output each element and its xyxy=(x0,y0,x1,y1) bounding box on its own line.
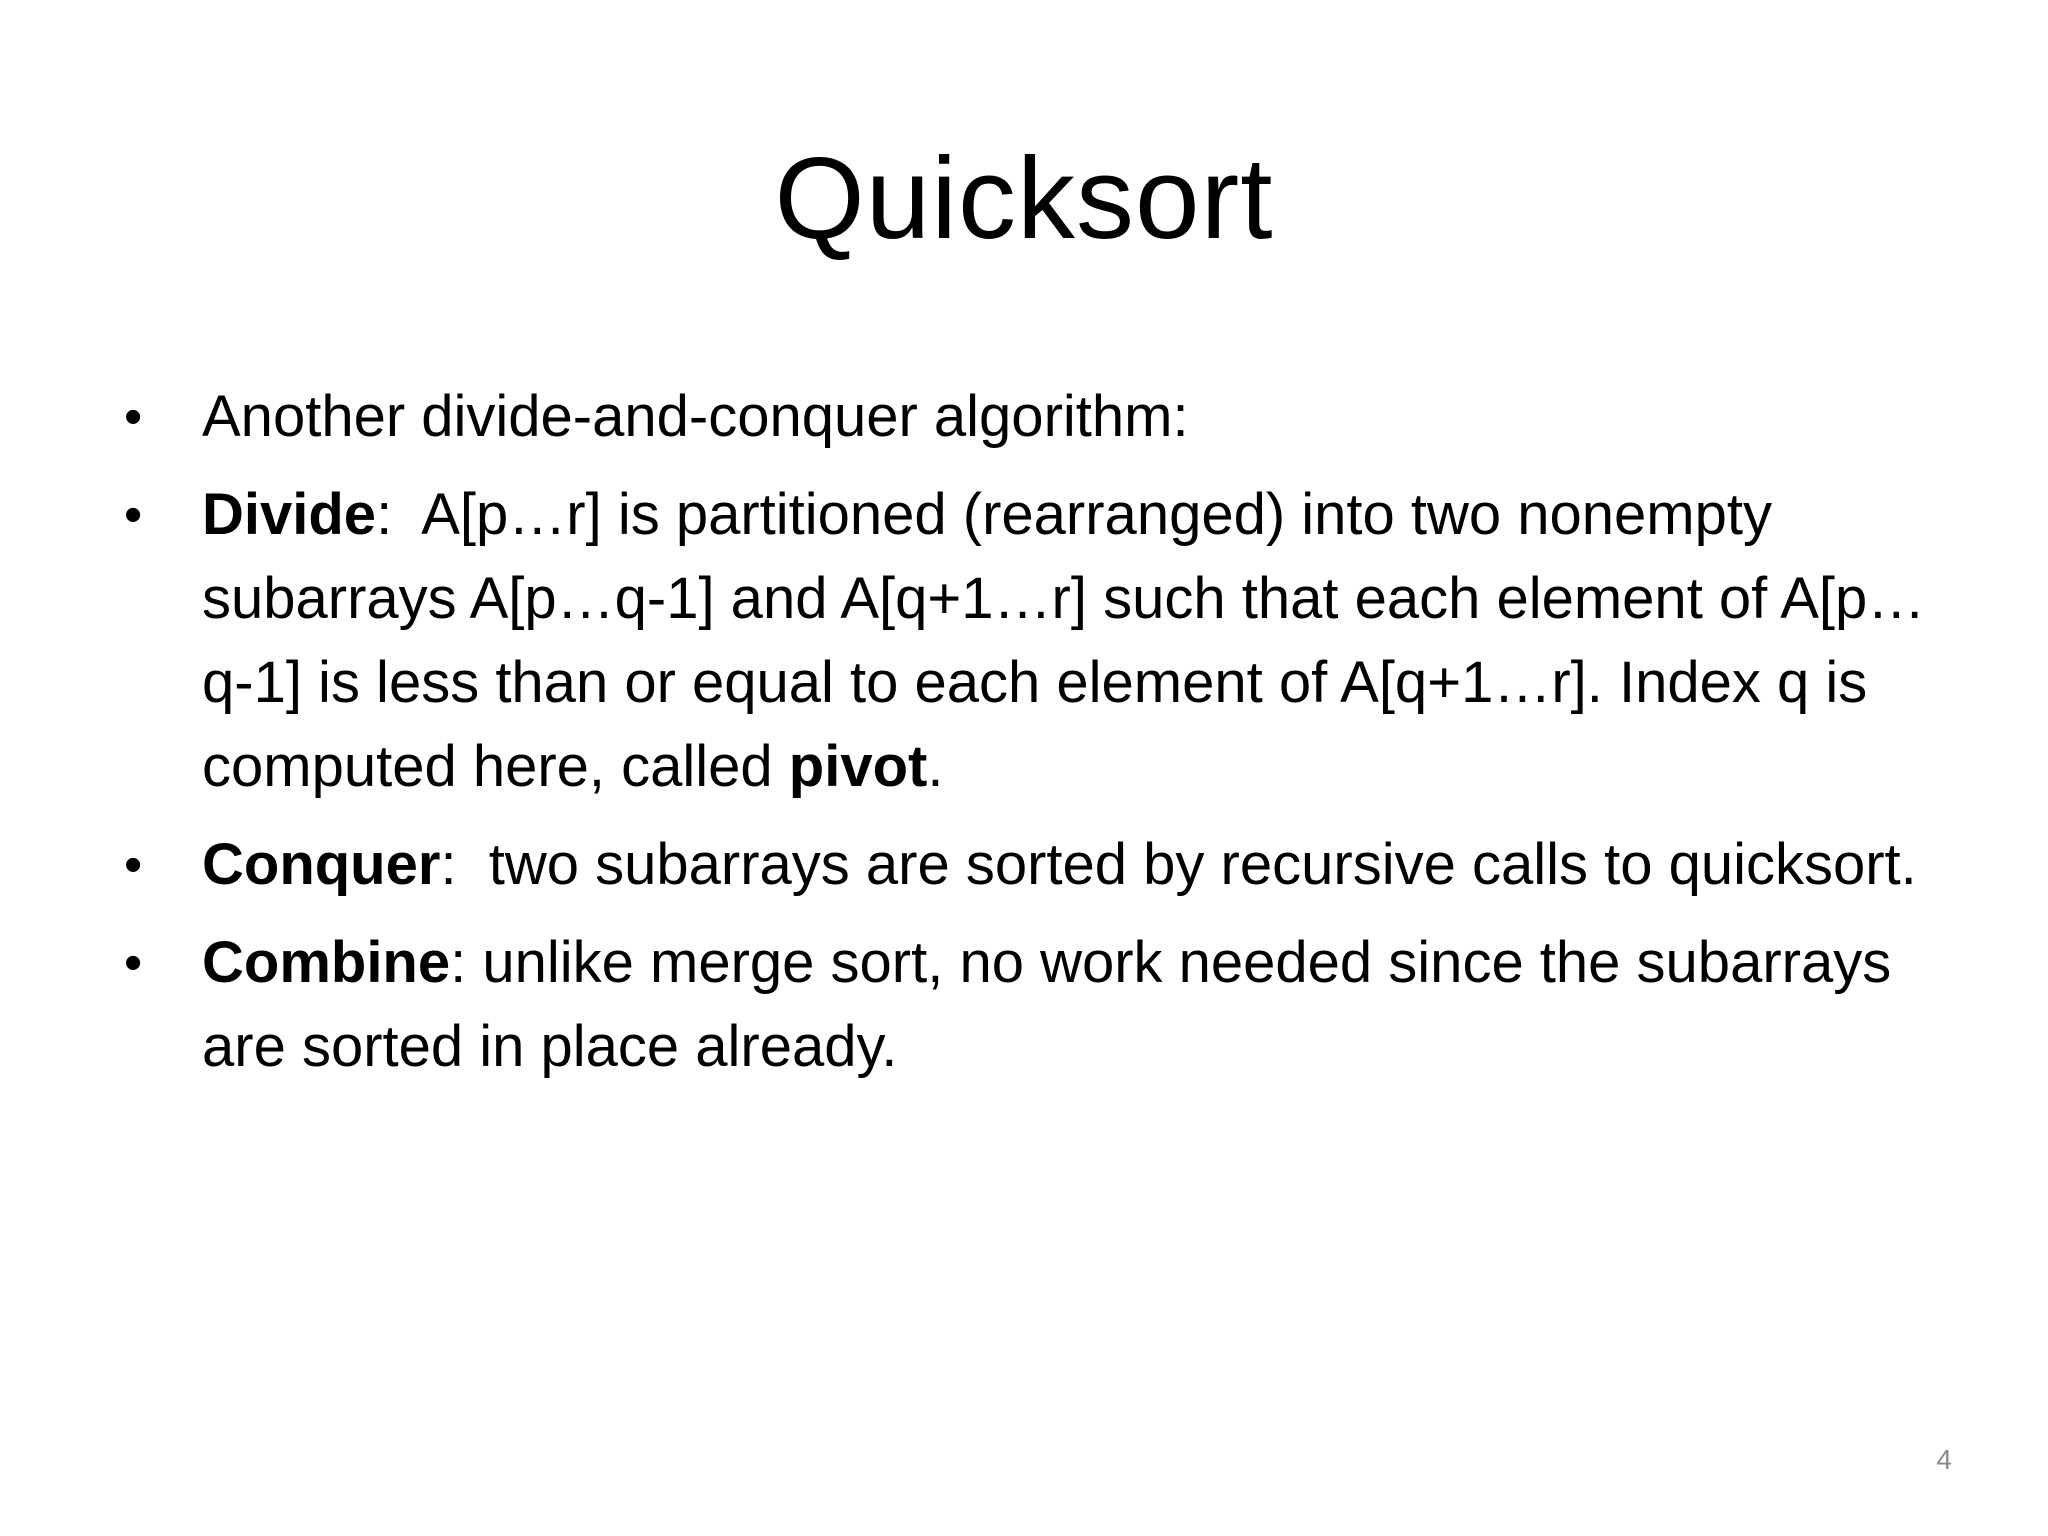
slide-title: Quicksort xyxy=(774,133,1274,263)
bullet-separator: : xyxy=(450,930,483,995)
bullet-item-intro xyxy=(120,375,1960,459)
page-number: 4 xyxy=(1936,1444,1952,1475)
bullet-icon: • xyxy=(124,486,143,544)
bullet-keyword: Combine xyxy=(202,930,451,995)
bullet-icon: • xyxy=(124,934,143,992)
bullet-separator: : xyxy=(440,832,489,897)
bullet-icon: • xyxy=(124,388,143,446)
bullet-list xyxy=(120,375,1960,1103)
bullet-emphasis: pivot xyxy=(788,734,928,799)
bullet-separator: : xyxy=(376,482,422,547)
bullet-item-combine xyxy=(120,921,1960,1089)
bullet-item-conquer xyxy=(120,823,1960,907)
bullet-text: unlike merge sort, no work needed since the subarrays are sorted in place already. xyxy=(202,930,1892,1079)
bullet-tail: . xyxy=(927,734,944,799)
bullet-text: Another divide-and-conquer algorithm: xyxy=(202,384,1189,449)
bullet-keyword: Conquer xyxy=(202,832,441,897)
bullet-icon: • xyxy=(124,836,143,894)
bullet-keyword: Divide xyxy=(202,482,377,547)
bullet-text: two subarrays are sorted by recursive calls to quicksort. xyxy=(488,832,1917,897)
bullet-item-divide xyxy=(120,473,1960,809)
bullet-text: A[p…r] is partitioned (rearranged) into two nonempty subarrays A[p…q-1] and A[q+1…r] such that each element of A[p…q-1] is less than or equal to each element of A[q+1…r]. Index q is computed here, called xyxy=(202,482,1926,799)
